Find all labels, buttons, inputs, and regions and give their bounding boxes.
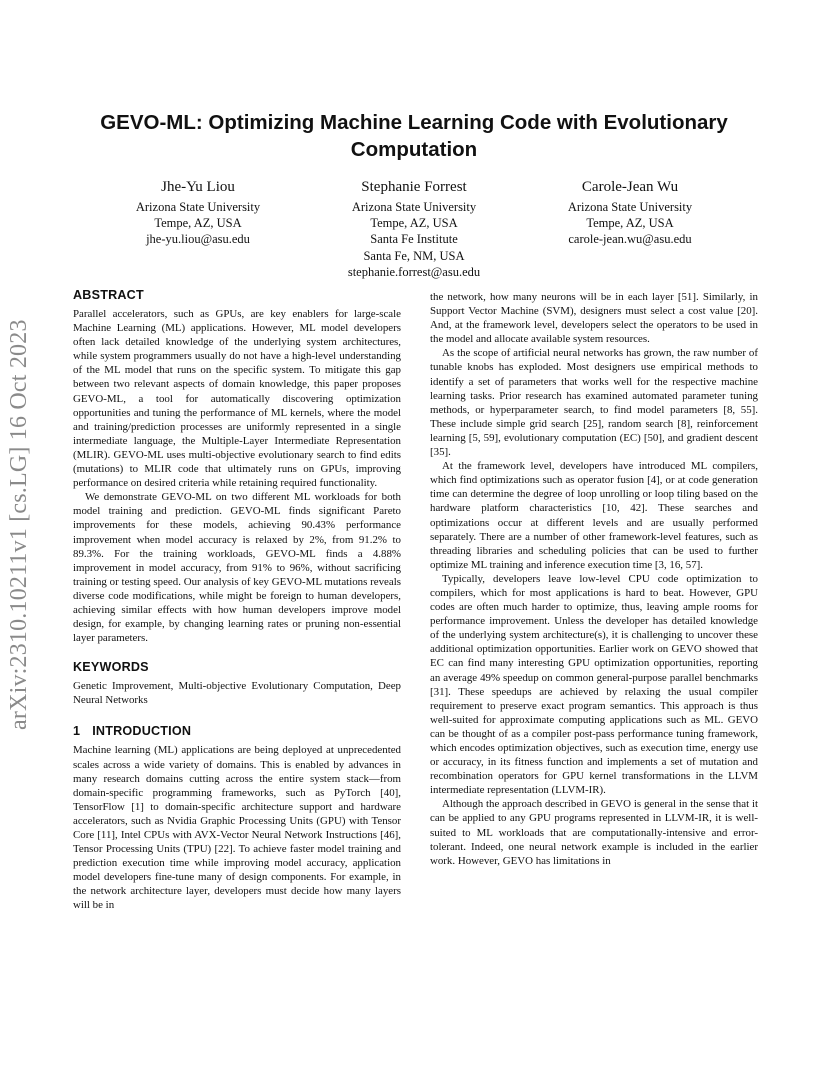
abstract-heading: ABSTRACT [73, 288, 144, 302]
keywords-heading: KEYWORDS [73, 660, 149, 675]
right-column [430, 290, 758, 868]
section-title: INTRODUCTION [92, 724, 192, 739]
author-block [90, 178, 738, 280]
author-2 [306, 178, 522, 280]
section-number: 1 [73, 724, 81, 739]
author-email[interactable]: jhe-yu.liou@asu.edu [146, 232, 250, 247]
author-location: Tempe, AZ, USA [370, 216, 458, 231]
introduction-paragraph-continued: the network, how many neurons will be in each layer [51]. Similarly, in Support Vector Machine (SVM), designers must select a cost value [20]. And, at the framework level, developers select the operators to be used in the model and allocate available system resources. [430, 291, 758, 346]
author-name: Carole-Jean Wu [581, 179, 679, 195]
author-affiliation-2: Santa Fe Institute [370, 232, 458, 247]
abstract-paragraph-1: Parallel accelerators, such as GPUs, are key enablers for large-scale Machine Learning (ML) applications. However, ML model developers often lack detailed knowledge of the underlying system architectures, while system programmers usually do not have a high-level understanding of the ML model that runs on the specific system. To mitigate this gap between two relevant aspects of domain knowledge, this paper proposes GEVO-ML, a tool for automatically discovering optimization opportunities and tuning the performance of ML kernels, where the model and training/prediction processes are uniformly represented in a single intermediate language, the Multiple-Layer Intermediate Representation (MLIR). GEVO-ML uses multi-objective evolutionary search to find edits (mutations) to MLIR code that ultimately runs on GPUs, improving performance on desired criteria while retaining required functionality. [73, 308, 401, 490]
author-location: Tempe, AZ, USA [586, 216, 674, 231]
author-affiliation: Arizona State University [351, 200, 477, 214]
author-email[interactable]: carole-jean.wu@asu.edu [568, 232, 692, 247]
keywords-text: Genetic Improvement, Multi-objective Evolutionary Computation, Deep Neural Networks [73, 680, 401, 707]
left-column [73, 287, 401, 913]
introduction-paragraph-4: Typically, developers leave low-level CPU code optimization to compilers, which for most applications is hard to beat. However, GPU codes are often much harder to optimize, thus, leaving ample rooms for performance improvement. Unless the developer has detailed knowledge of the underlying system architecture(s), it is challenging to uncover these additional optimization opportunities. Earlier work on GEVO showed that EC can find many interesting GPU optimization opportunities, reporting an average 49% speedup on common general-purpose parallel benchmarks [31]. These speedups are achieved by relaxing the usual compiler requirement to preserve exact program semantics. This approach is thus well-suited for approximate computing applications such as ML. GEVO can be thought of as a compiler post-pass performance tuning framework, which encodes optimization objectives, such as execution time, energy use or accuracy, in its fitness function and implements a set of mutation and recombination operators for GPU kernel transformations in the LLVM intermediate representation (LLVM-IR). [430, 572, 758, 797]
author-name: Jhe-Yu Liou [161, 179, 235, 195]
introduction-paragraph-1: Machine learning (ML) applications are being deployed at unprecedented scales across a wide variety of domains. This is enabled by advances in many research domains cutting across the entire system stack—from domain-specific programming frameworks, such as PyTorch [40], TensorFlow [1] to domain-specific architecture support and hardware accelerators, such as Nvidia Graphic Processing Units (GPU) with Tensor Core [11], Intel CPUs with AVX-Vector Neural Network Instructions [46], Tensor Processing Units (TPU) [22]. To achieve faster model training and prediction execution time while improving model accuracy, application model developers fine-tune many of design components. For example, in the network architecture layer, developers must decide how many layers will be in [73, 744, 401, 912]
author-location: Tempe, AZ, USA [154, 216, 242, 231]
author-affiliation: Arizona State University [135, 200, 261, 214]
paper-title: GEVO-ML: Optimizing Machine Learning Code with Evolutionary Computation [100, 111, 728, 161]
introduction-paragraph-2: As the scope of artificial neural networks has grown, the raw number of tunable knobs has exploded. Most designers use empirical methods to identify a set of parameters that works well for the respective machine learning tasks. Prior research has examined automated parameter tuning methods, or hyperparameter search, to find model parameters [8, 55]. These include simple grid search [25], random search [8], reinforcement learning [5, 59], evolutionary computation (EC) [50], and gradient descent [35]. [430, 347, 758, 459]
author-location-2: Santa Fe, NM, USA [363, 248, 465, 263]
arxiv-identifier[interactable]: arXiv:2310.10211v1 [cs.LG] 16 Oct 2023 [6, 319, 32, 731]
introduction-paragraph-5: Although the approach described in GEVO is general in the sense that it can be applied to any GPU programs represented in LLVM-IR, it is well-suited to ML workloads that are computationally-intensive and error-tolerant. Indeed, one neural network example is included in the earlier work. However, GEVO has limitations in [430, 798, 758, 867]
abstract-paragraph-2: We demonstrate GEVO-ML on two different ML workloads for both model training and prediction. GEVO-ML finds significant Pareto improvements for these models, achieving 90.43% performance improvement when model accuracy is relaxed by 2%, from 91.2% to 89.3%. For the training workloads, GEVO-ML finds a 4.88% improvement in model accuracy, from 91% to 96%, without sacrificing training or testing speed. Our analysis of key GEVO-ML mutations reveals diverse code modifications, while might be foreign to human developers, achieving similar effects with how human developers improve model design, for example, by changing learning rates or pruning non-essential layer parameters. [73, 491, 401, 645]
author-name: Stephanie Forrest [361, 179, 467, 195]
author-affiliation: Arizona State University [567, 200, 693, 214]
author-email[interactable]: stephanie.forrest@asu.edu [347, 264, 481, 279]
author-1 [90, 178, 306, 280]
introduction-heading [73, 723, 401, 739]
introduction-paragraph-3: At the framework level, developers have introduced ML compilers, which find optimizations such as operator fusion [4], or at code generation time can determine the degree of loop unrolling or loop tiling based on the hardware platform characteristics [10, 42]. These searches and optimizations occur at different levels and are usually performed separately. There are a number of other framework-level features, such as threading libraries and scheduling policies that can be used to further optimize ML training and inference execution time [3, 16, 57]. [430, 460, 758, 571]
author-3 [522, 178, 738, 280]
